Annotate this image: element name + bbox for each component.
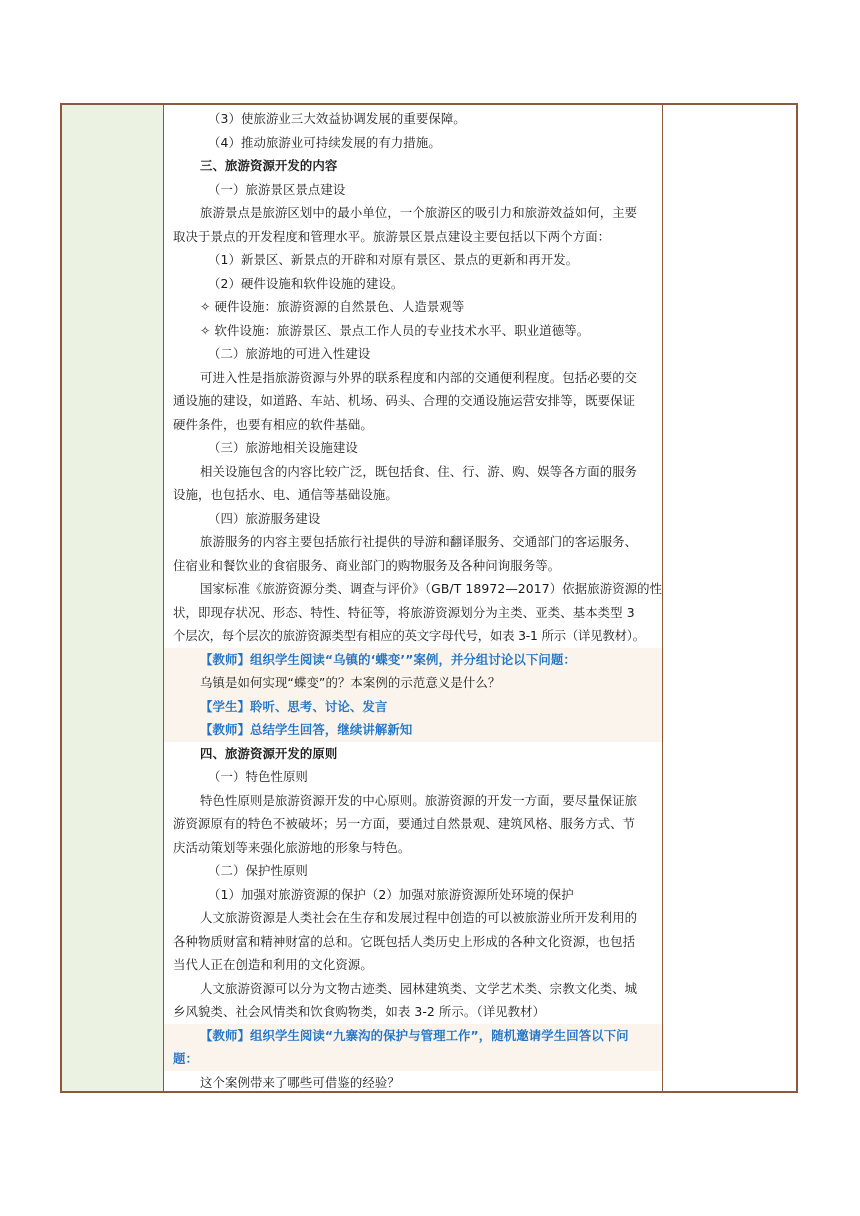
text-line: 个层次，每个层次的旅游资源类型有相应的英文字母代号，如表 3-1 所示（详见教材）。 [173,628,645,643]
right-column [662,105,796,1091]
text-line: 设施，也包括水、电、通信等基础设施。 [173,487,398,502]
text-line: （3）使旅游业三大效益协调发展的重要保障。 [208,111,466,126]
text-line: （4）推动旅游业可持续发展的有力措施。 [208,134,441,150]
activity-question: 这个案例带来了哪些可借鉴的经验？ [200,1074,400,1090]
text-line: 游资源原有的特色不被破坏；另一方面，要通过自然景观、建筑风格、服务方式、节 [173,816,636,831]
lesson-table [60,103,798,1093]
text-line: 各种物质财富和精神财富的总和。它既包括人类历史上形成的各种文化资源，也包括 [173,933,636,949]
section-heading: 四、旅游资源开发的原则 [200,745,338,761]
bullet-item: ✧ 硬件设施：旅游资源的自然景色、人造景观等 [200,299,465,314]
sub-heading: （二）保护性原则 [208,863,308,878]
teacher-activity: 【教师】组织学生阅读“九寨沟的保护与管理工作”，随机邀请学生回答以下问 [164,1024,664,1048]
text-line: 人文旅游资源可以分为文物古迹类、园林建筑类、文学艺术类、宗教文化类、城 [200,980,638,996]
content-column [164,105,664,1091]
text-line: （2）硬件设施和软件设施的建设。 [208,275,404,291]
text-line: 硬件条件，也要有相应的软件基础。 [173,416,373,432]
sub-heading: （三）旅游地相关设施建设 [208,440,358,455]
text-line: 通设施的建设，如道路、车站、机场、码头、合理的交通设施运营安排等，既要保证 [173,393,636,408]
text-line: 当代人正在创造和利用的文化资源。 [173,957,373,972]
text-line: 人文旅游资源是人类社会在生存和发展过程中创造的可以被旅游业所开发利用的 [200,910,638,925]
sub-heading: （一）旅游景区景点建设 [208,181,346,197]
text-line: 相关设施包含的内容比较广泛，既包括食、住、行、游、购、娱等各方面的服务 [200,463,638,479]
text-line: （1）新景区、新景点的开辟和对原有景区、景点的更新和再开发。 [208,252,579,267]
teacher-activity-cont: 题： [164,1047,664,1071]
text-line: （1）加强对旅游资源的保护（2）加强对旅游资源所处环境的保护 [208,886,574,902]
text-line: 取决于景点的开发程度和管理水平。旅游景区景点建设主要包括以下两个方面： [173,228,611,244]
text-line: 状，即现存状况、形态、特性、特征等，将旅游资源划分为主类、亚类、基本类型 3 [173,604,635,620]
teacher-activity: 【教师】总结学生回答，继续讲解新知 [164,718,664,742]
student-activity: 【学生】聆听、思考、讨论、发言 [164,695,664,719]
sub-heading: （一）特色性原则 [208,769,308,784]
section-heading: 三、旅游资源开发的内容 [200,158,338,173]
text-line: 旅游景点是旅游区划中的最小单位，一个旅游区的吸引力和旅游效益如何，主要 [200,205,638,220]
text-line: 可进入性是指旅游资源与外界的联系程度和内部的交通便利程度。包括必要的交 [200,369,638,385]
text-line: 特色性原则是旅游资源开发的中心原则。旅游资源的开发一方面，要尽量保证旅 [200,792,638,808]
text-line: 国家标准《旅游资源分类、调查与评价》（GB/T 18972—2017）依据旅游资源的性 [200,581,663,596]
sub-heading: （四）旅游服务建设 [208,510,321,526]
activity-question: 乌镇是如何实现“蝶变”的？本案例的示范意义是什么？ [164,671,664,695]
bullet-item: ✧ 软件设施：旅游景区、景点工作人员的专业技术水平、职业道德等。 [200,322,590,338]
text-line: 住宿业和餐饮业的食宿服务、商业部门的购物服务及各种问询服务等。 [173,557,561,573]
sub-heading: （二）旅游地的可进入性建设 [208,346,371,361]
teacher-activity: 【教师】组织学生阅读“乌镇的‘蝶变’”案例，并分组讨论以下问题： [164,648,664,672]
text-line: 旅游服务的内容主要包括旅行社提供的导游和翻译服务、交通部门的客运服务、 [200,534,638,549]
left-column [62,105,164,1091]
text-line: 乡风貌类、社会风情类和饮食购物类，如表 3-2 所示。（详见教材） [173,1004,546,1019]
text-line: 庆活动策划等来强化旅游地的形象与特色。 [173,839,411,855]
